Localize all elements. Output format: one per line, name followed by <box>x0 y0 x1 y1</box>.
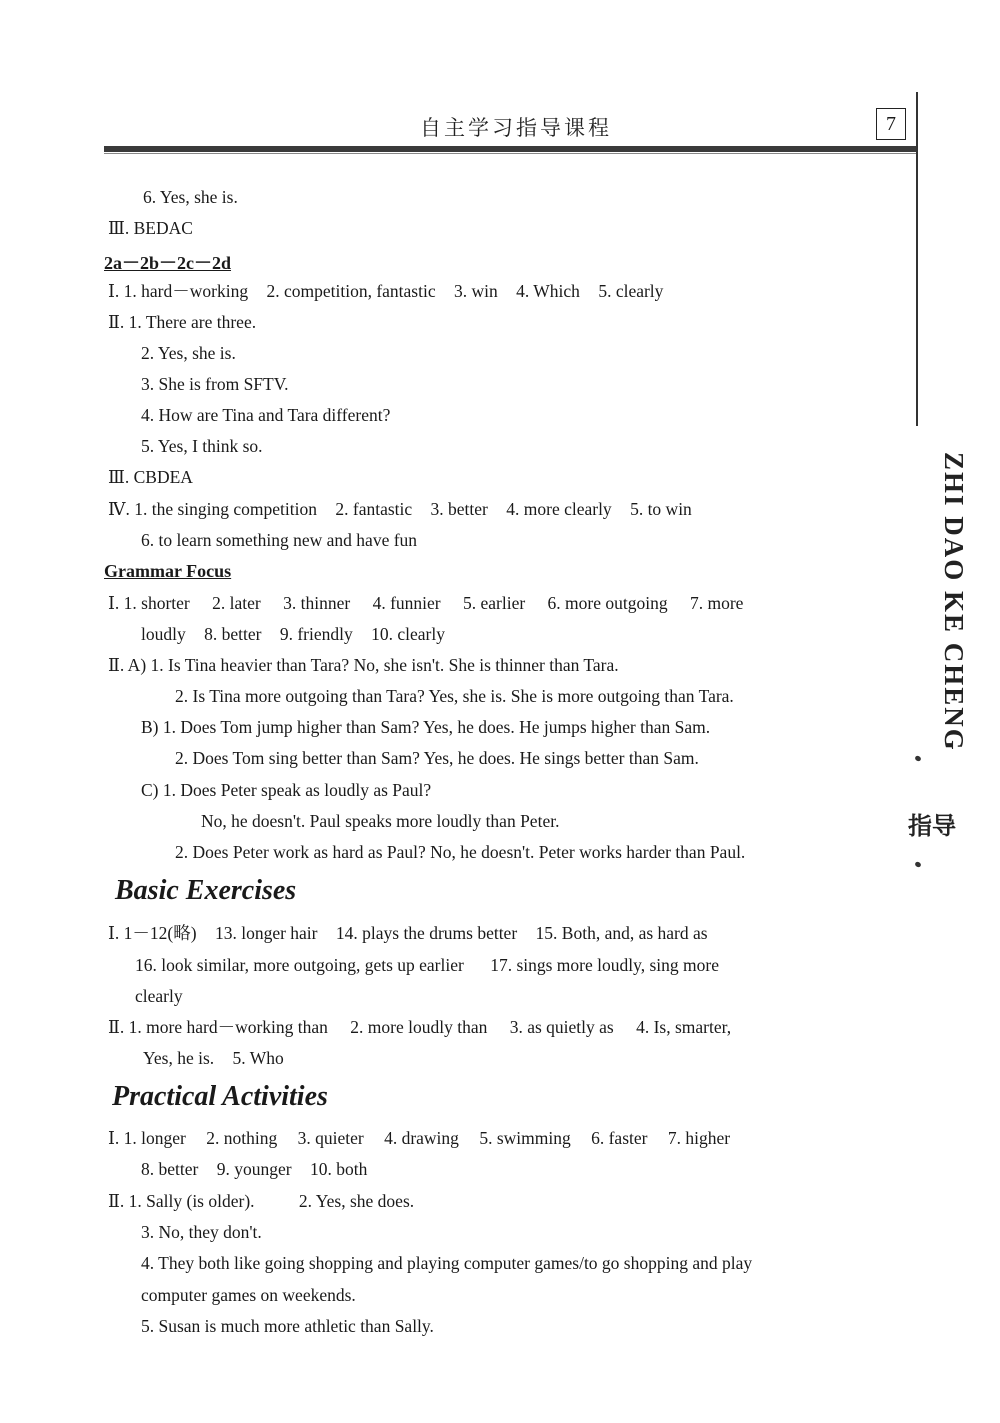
answer-item: 4. Is, smarter, <box>636 1017 732 1037</box>
answer-item: Ⅰ. 1. longer <box>108 1128 186 1148</box>
answer-line <box>108 1190 414 1212</box>
answer-item: 17. sings more loudly, sing more <box>490 955 719 975</box>
answer-item: 10. both <box>309 1159 368 1179</box>
side-dot-2 <box>914 861 922 868</box>
section-heading-2a-2d: 2a－2b－2c－2d <box>104 253 232 273</box>
answer-item: 3. better <box>430 499 488 519</box>
answer-line: 4. They both like going shopping and playing computer games/to go shopping and play <box>141 1253 753 1273</box>
header-rule <box>104 146 916 152</box>
answer-line <box>108 592 743 614</box>
answer-item: Yes, he is. <box>143 1048 215 1068</box>
answer-line: 6. Yes, she is. <box>143 187 238 207</box>
answer-item: 5. clearly <box>598 281 664 301</box>
answer-item: 2. later <box>212 593 261 613</box>
answer-item: 2. more loudly than <box>350 1017 488 1037</box>
answer-line: 2. Does Tom sing better than Sam? Yes, he does. He sings better than Sam. <box>175 748 699 768</box>
page-number: 7 <box>876 108 906 140</box>
answer-item: 13. longer hair <box>214 923 318 943</box>
answer-item: 7. more <box>689 593 744 613</box>
answer-item: 3. quieter <box>297 1128 364 1148</box>
answer-item: Ⅰ. 1. hard－working <box>108 281 249 301</box>
answer-item: Ⅱ. 1. more hard－working than <box>108 1017 328 1037</box>
answer-line: Ⅱ. A) 1. Is Tina heavier than Tara? No, she isn't. She is thinner than Tara. <box>108 655 619 675</box>
answer-item: 3. win <box>453 281 498 301</box>
answer-line: 5. Susan is much more athletic than Sally. <box>141 1316 434 1336</box>
answer-item: 5. Who <box>232 1048 284 1068</box>
answer-line: 4. How are Tina and Tara different? <box>141 405 391 425</box>
answer-line: clearly <box>135 986 183 1006</box>
answer-line <box>108 1127 730 1149</box>
answer-line: Ⅱ. 1. There are three. <box>108 312 257 332</box>
answer-line: Ⅲ. CBDEA <box>108 467 193 487</box>
answer-line: 6. to learn something new and have fun <box>141 530 418 550</box>
answer-item: Ⅰ. 1－12(略) <box>108 923 197 943</box>
answer-item: Ⅰ. 1. shorter <box>108 593 190 613</box>
section-heading-basic-exercises: Basic Exercises <box>115 875 297 906</box>
answer-line: C) 1. Does Peter speak as loudly as Paul? <box>141 780 432 800</box>
answer-line <box>108 280 663 302</box>
answer-line: 2. Yes, she is. <box>141 343 236 363</box>
answer-item: 9. younger <box>216 1159 292 1179</box>
side-dot-1 <box>914 755 922 762</box>
answer-line: 5. Yes, I think so. <box>141 436 263 456</box>
answer-item: 4. more clearly <box>506 499 612 519</box>
answer-line <box>108 498 692 520</box>
answer-line: computer games on weekends. <box>141 1285 356 1305</box>
answer-item: 8. better <box>204 624 262 644</box>
answer-line: 2. Is Tina more outgoing than Tara? Yes, she is. She is more outgoing than Tara. <box>175 686 734 706</box>
section-heading-grammar-focus: Grammar Focus <box>104 561 232 581</box>
page-header-title: 自主学习指导课程 <box>420 116 612 140</box>
header-rule-thin <box>104 153 916 154</box>
answer-item: loudly <box>141 624 186 644</box>
answer-item: 2. competition, fantastic <box>266 281 436 301</box>
answer-item: 2. fantastic <box>335 499 413 519</box>
answer-item: 10. clearly <box>371 624 445 644</box>
answer-item: 9. friendly <box>279 624 353 644</box>
answer-item: 14. plays the drums better <box>335 923 518 943</box>
answer-item: 4. drawing <box>384 1128 459 1148</box>
answer-item: 8. better <box>141 1159 199 1179</box>
answer-item: 3. as quietly as <box>509 1017 614 1037</box>
answer-item: 4. funnier <box>372 593 441 613</box>
answer-item: 6. faster <box>591 1128 648 1148</box>
answer-line: 2. Does Peter work as hard as Paul? No, he doesn't. Peter works harder than Paul. <box>175 842 746 862</box>
answer-line <box>143 1047 284 1069</box>
answer-item: 3. thinner <box>283 593 351 613</box>
answer-line <box>141 1158 367 1180</box>
answer-item: 4. Which <box>516 281 580 301</box>
answer-item: 5. swimming <box>479 1128 571 1148</box>
side-vertical-title: ZHI DAO KE CHENG <box>939 452 969 752</box>
answer-line <box>108 922 708 944</box>
answer-item: 2. Yes, she does. <box>298 1191 415 1211</box>
answer-item: 15. Both, and, as hard as <box>535 923 708 943</box>
answer-line: No, he doesn't. Paul speaks more loudly than Peter. <box>201 811 560 831</box>
answer-item: 5. earlier <box>462 593 526 613</box>
answer-item: Ⅳ. 1. the singing competition <box>108 499 317 519</box>
answer-line <box>108 1016 731 1038</box>
answer-line: Ⅲ. BEDAC <box>108 218 193 238</box>
answer-item: 2. nothing <box>206 1128 278 1148</box>
answer-line <box>135 954 719 976</box>
answer-line: B) 1. Does Tom jump higher than Sam? Yes, he does. He jumps higher than Sam. <box>141 717 711 737</box>
answer-line <box>141 623 445 645</box>
side-vertical-line <box>916 92 918 426</box>
answer-item: 6. more outgoing <box>547 593 668 613</box>
answer-item: 5. to win <box>630 499 692 519</box>
section-heading-practical-activities: Practical Activities <box>112 1081 328 1112</box>
answer-line: 3. No, they don't. <box>141 1222 262 1242</box>
answer-item: 16. look similar, more outgoing, gets up earlier <box>135 955 464 975</box>
side-logo-mark: 指导 <box>908 812 956 840</box>
answer-item: Ⅱ. 1. Sally (is older). <box>108 1191 255 1211</box>
answer-item: 7. higher <box>667 1128 731 1148</box>
answer-line: 3. She is from SFTV. <box>141 374 289 394</box>
